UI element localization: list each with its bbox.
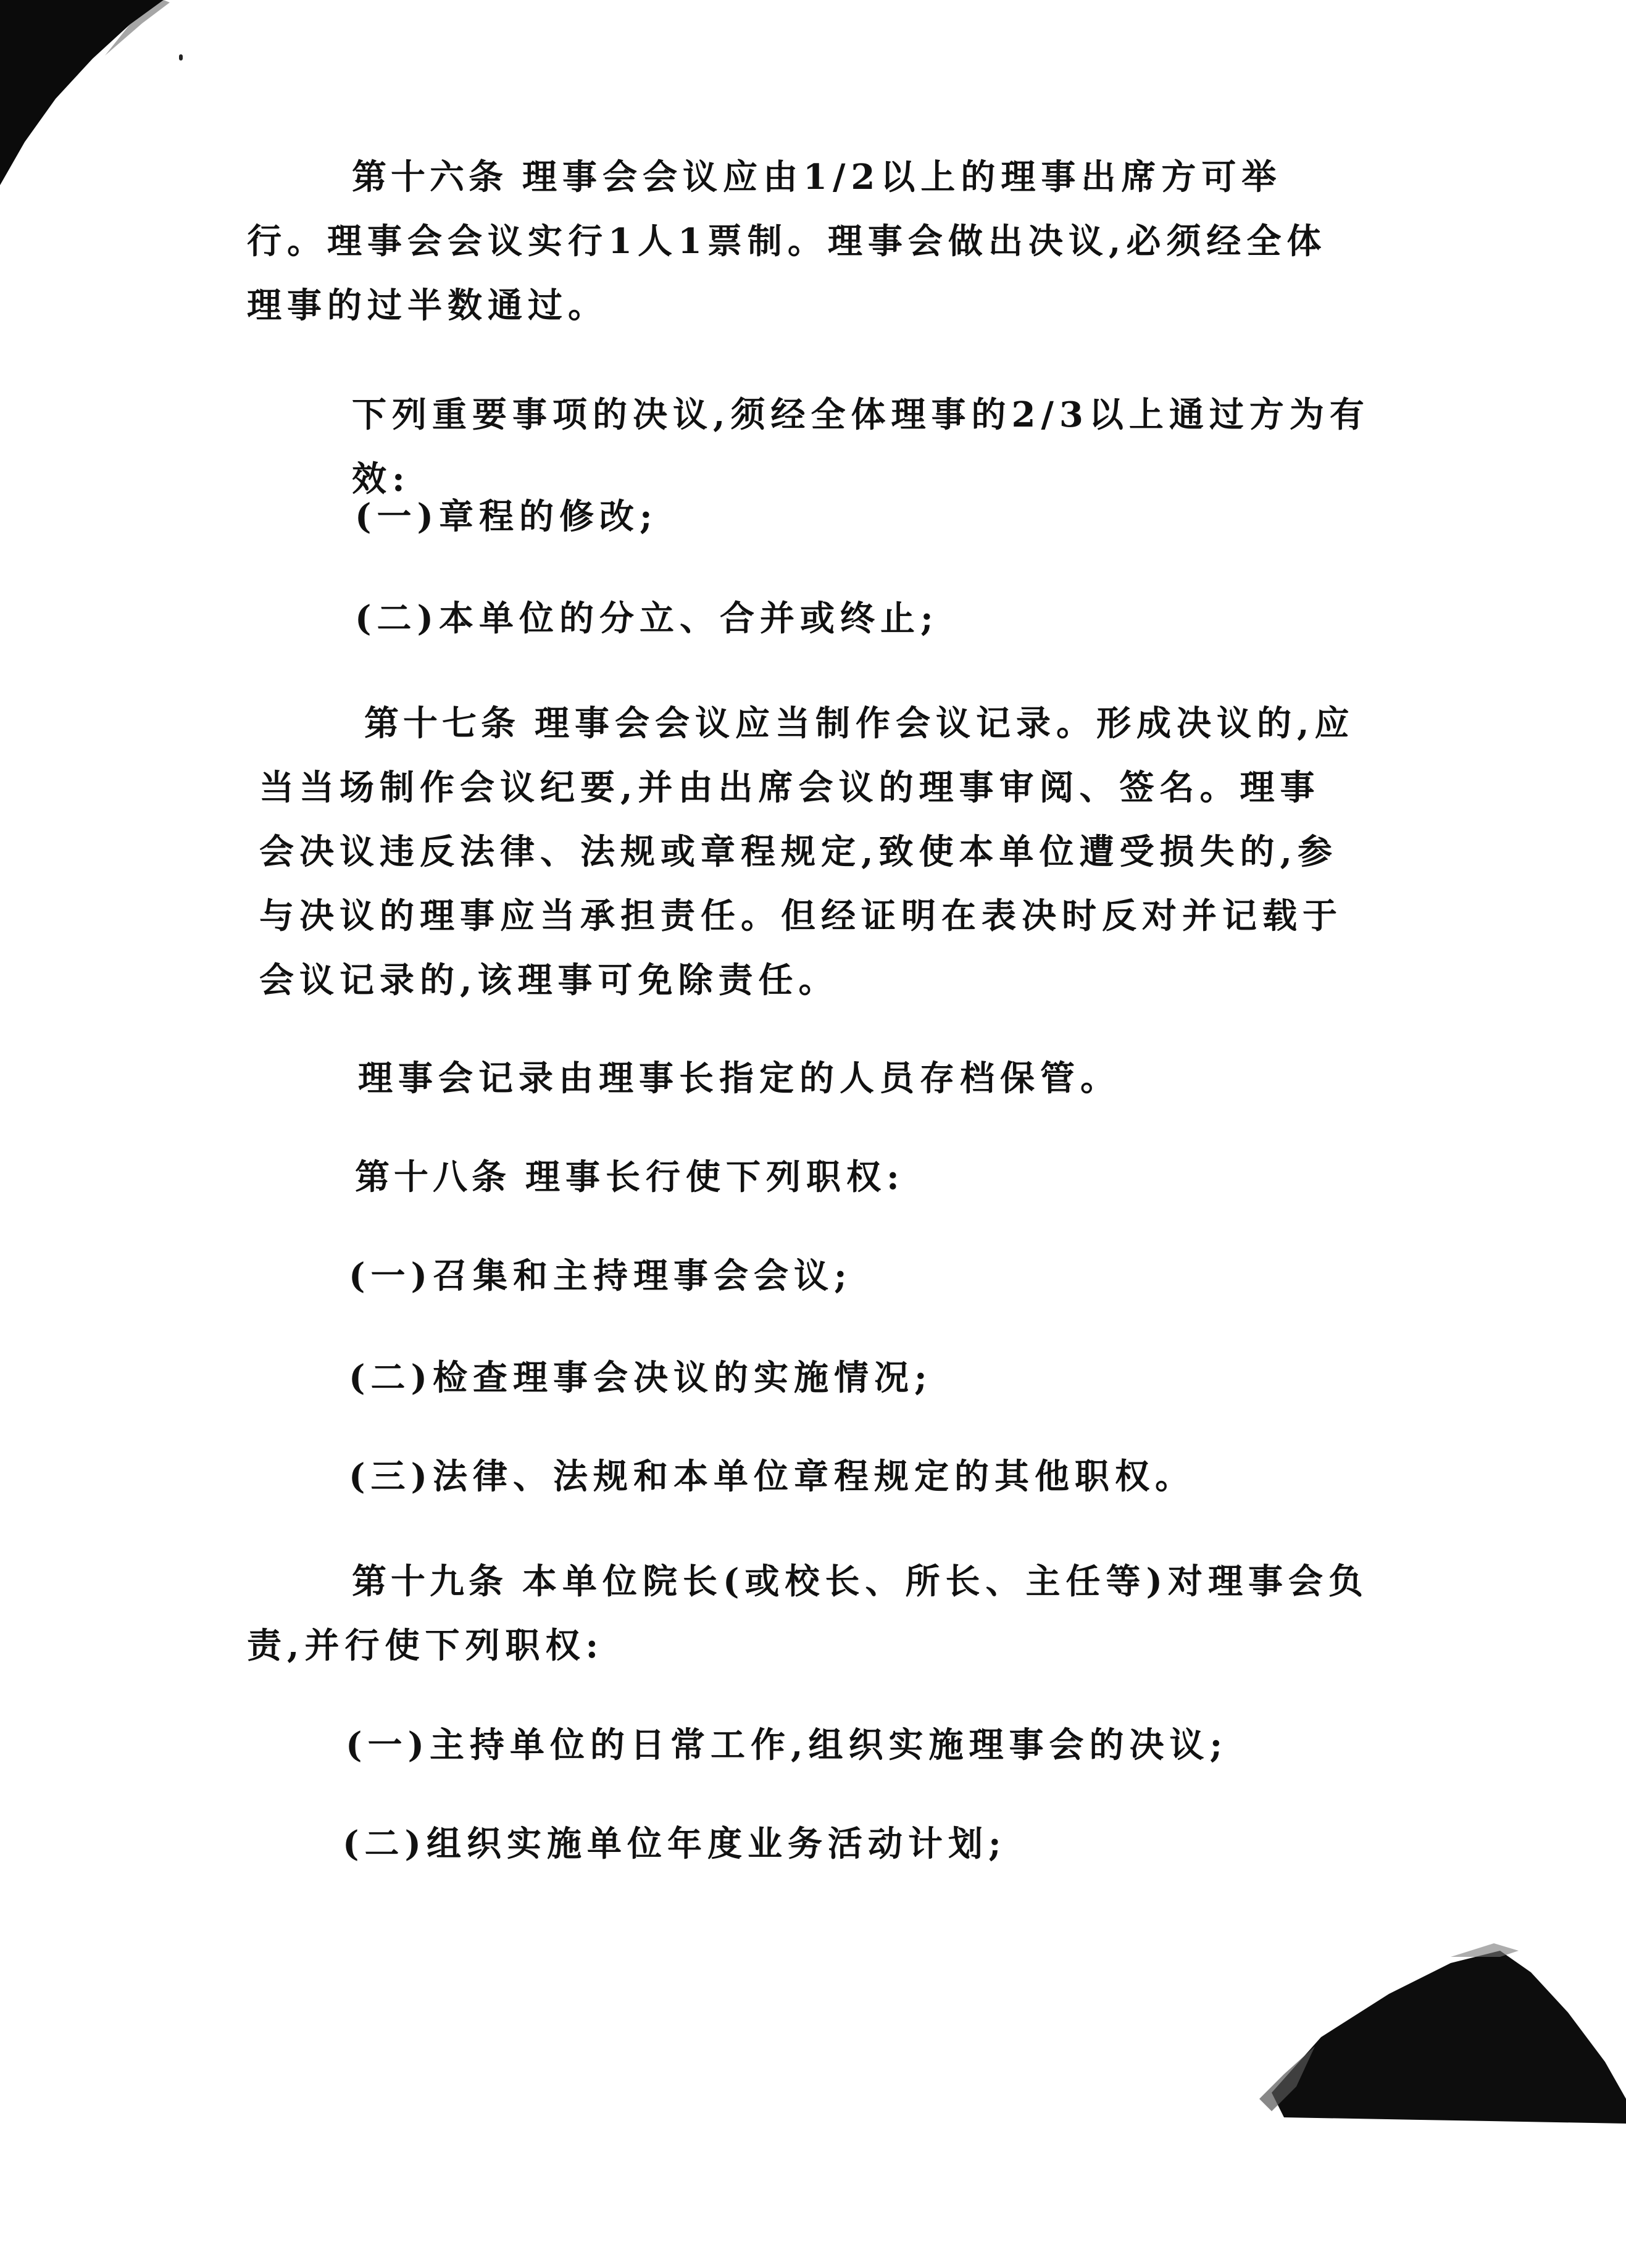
article-18-item-3	[349, 1445, 1398, 1509]
article-18-text: 理事长行使下列职权:	[525, 1157, 905, 1198]
article-18-item-2	[349, 1346, 1367, 1410]
article-16-text: 理事会会议应由1/2以上的理事出席方可举行。理事会会议实行1人1票制。理事会做出决议,必须经全体理事的过半数通过。	[247, 157, 1327, 326]
article-19-item-2-text: (二)组织实施单位年度业务活动计划;	[343, 1824, 1007, 1864]
article-17-paragraph-2-text: 理事会记录由理事长指定的人员存档保管。	[358, 1058, 1120, 1099]
article-18-item-1-text: (一)召集和主持理事会会议;	[349, 1256, 853, 1296]
article-19-item-1-text: (一)主持单位的日常工作,组织实施理事会的决议;	[346, 1725, 1228, 1766]
article-16-item-1-text: (一)章程的修改;	[355, 496, 658, 537]
scan-speck	[179, 54, 183, 60]
article-17-heading: 第十七条	[364, 703, 520, 744]
article-17-paragraph-2	[358, 1046, 1377, 1111]
article-19-item-1	[346, 1713, 1395, 1777]
article-16-item-2-text: (二)本单位的分立、合并或终止;	[355, 598, 939, 639]
article-18-heading: 第十八条	[355, 1157, 511, 1198]
article-19-heading: 第十九条	[352, 1561, 507, 1602]
article-19-text: 本单位院长(或校长、所长、主任等)对理事会负责,并行使下列职权:	[247, 1561, 1369, 1666]
article-18-item-1	[349, 1244, 1367, 1308]
article-16-heading: 第十六条	[352, 157, 507, 198]
article-17-text: 理事会会议应当制作会议记录。形成决议的,应当当场制作会议纪要,并由出席会议的理事审阅、签名。理事会决议违反法律、法规或章程规定,致使本单位遭受损失的,参与决议的理事应当承担责任。但经证明在表决时反对并记载于会议记录的,该理事可免除责任。	[259, 703, 1355, 1001]
article-16-item-2	[355, 586, 1343, 651]
article-17	[259, 691, 1358, 1012]
article-16-paragraph-2-text: 下列重要事项的决议,须经全体理事的2/3以上通过方为有效:	[352, 394, 1370, 499]
article-18	[355, 1145, 1374, 1209]
article-18-item-2-text: (二)检查理事会决议的实施情况;	[349, 1357, 933, 1398]
article-19-item-2	[343, 1812, 1392, 1876]
article-18-item-3-text: (三)法律、法规和本单位章程规定的其他职权。	[349, 1456, 1195, 1497]
article-16	[247, 145, 1358, 338]
article-16-item-1	[355, 485, 1343, 549]
scan-shadow-bottom-right	[1247, 1914, 1626, 2124]
article-19	[247, 1549, 1370, 1678]
scan-shadow-top-left	[0, 0, 173, 185]
